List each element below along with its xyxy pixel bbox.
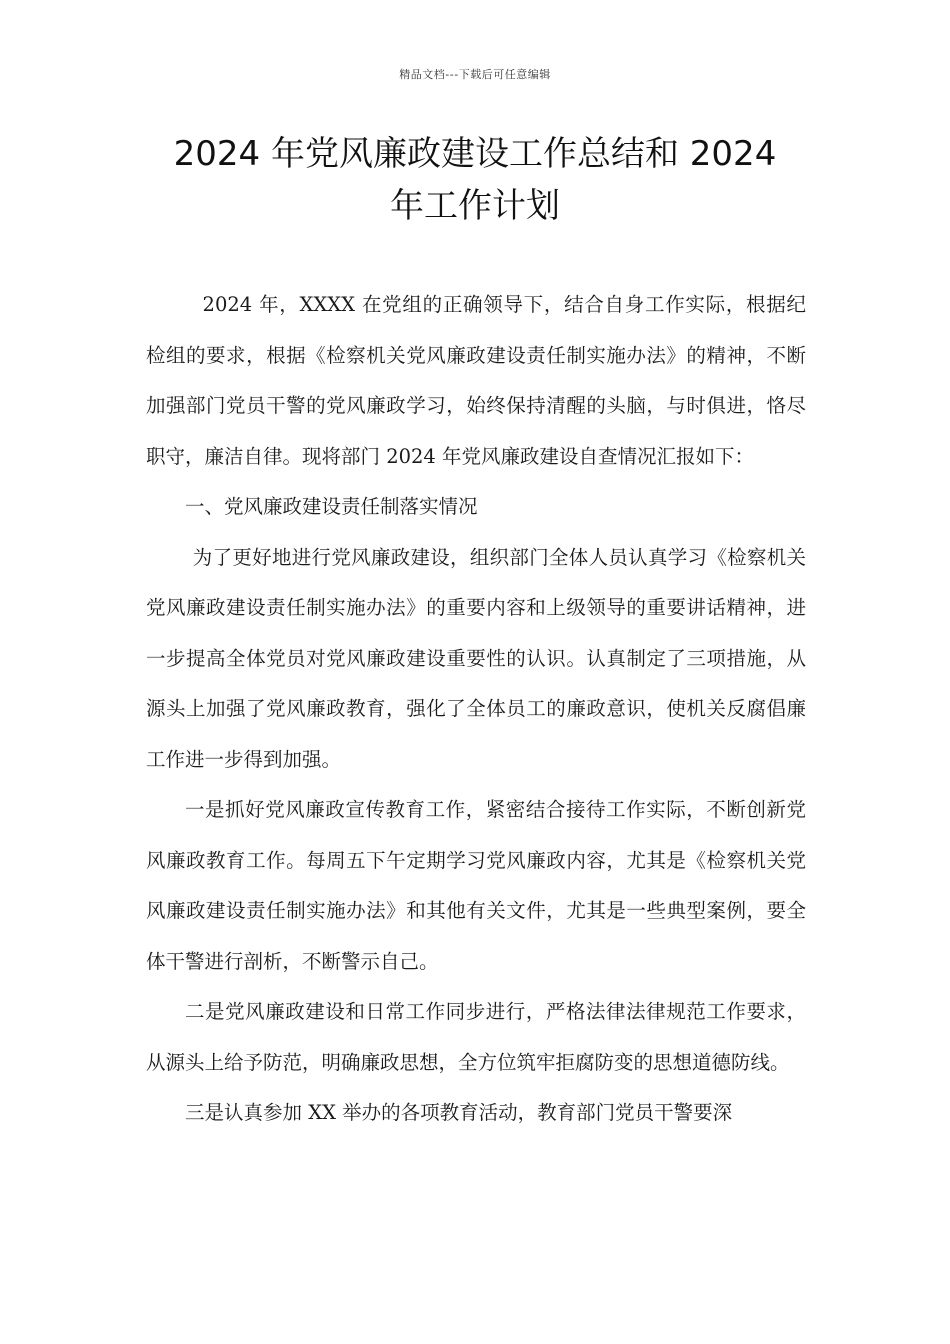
paragraph-section-1: 为了更好地进行党风廉政建设，组织部门全体人员认真学习《检察机关党风廉政建设责任制实施办法》的重要内容和上级领导的重要讲话精神，进一步提高全体党员对党风廉政建设重要性的认识。认真制定了三项措施，从源头上加强了党风廉政教育，强化了全体员工的廉政意识，使机关反腐倡廉工作进一步得到加强。: [146, 545, 806, 771]
title-line-2: 年工作计划: [390, 186, 560, 226]
section-heading-1: 一、党风廉政建设责任制落实情况: [185, 495, 478, 518]
title-line-1: 2024 年党风廉政建设工作总结和 2024: [173, 134, 777, 174]
paragraph-measure-3: 三是认真参加 XX 举办的各项教育活动，教育部门党员干警要深: [185, 1101, 733, 1124]
paragraph-measure-1: 一是抓好党风廉政宣传教育工作，紧密结合接待工作实际，不断创新党风廉政教育工作。每周五下午定期学习党风廉政内容，尤其是《检察机关党风廉政建设责任制实施办法》和其他有关文件，尤其是一些典型案例，要全体干警进行剖析，不断警示自己。: [146, 798, 806, 973]
header-note: 精品文档---下载后可任意编辑: [399, 68, 551, 81]
document-title: [120, 128, 830, 232]
document-body: [146, 280, 806, 1139]
paragraph-intro: 2024 年，XXXX 在党组的正确领导下，结合自身工作实际，根据纪检组的要求，根据《检察机关党风廉政建设责任制实施办法》的精神，不断加强部门党员干警的党风廉政学习，始终保持清醒的头脑，与时俱进，恪尽职守，廉洁自律。现将部门 2024 年党风廉政建设自查情况汇报如下：: [146, 293, 806, 468]
paragraph-measure-2: 二是党风廉政建设和日常工作同步进行，严格法律法律规范工作要求，从源头上给予防范，明确廉政思想，全方位筑牢拒腐防变的思想道德防线。: [146, 1000, 806, 1074]
